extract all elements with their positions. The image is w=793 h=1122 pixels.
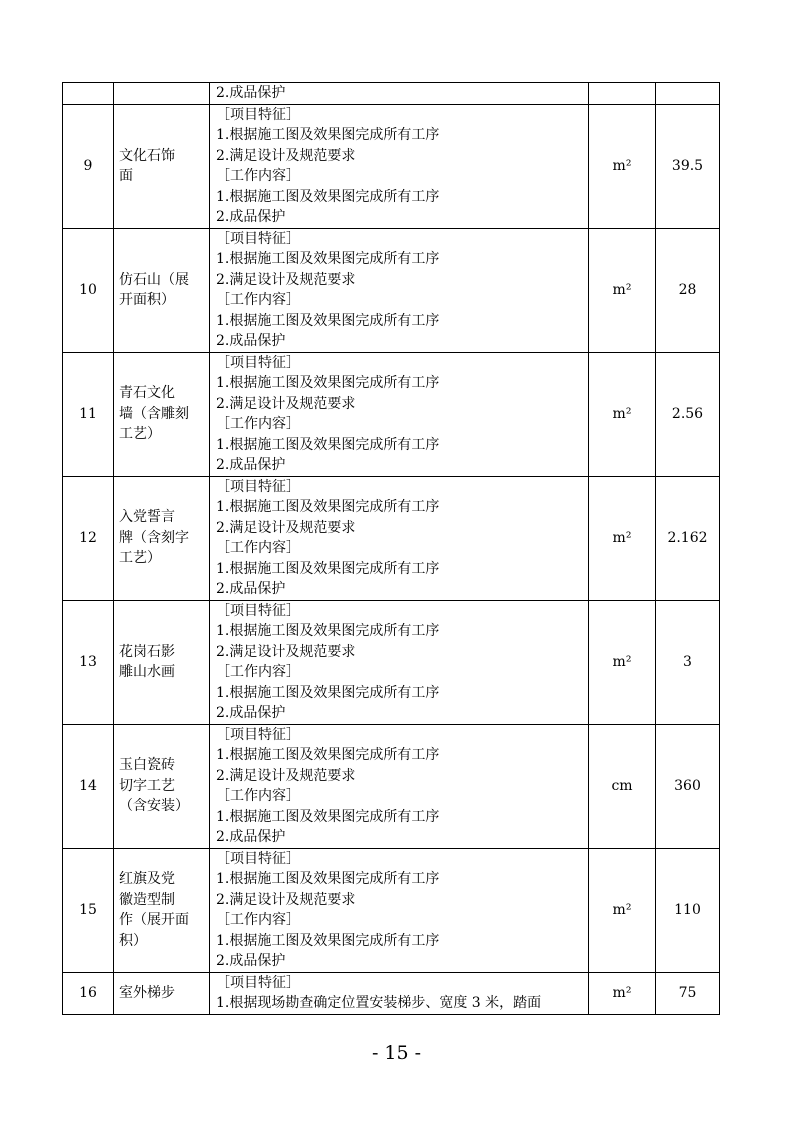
unit: m² bbox=[612, 281, 632, 298]
item-description-cell bbox=[210, 600, 589, 724]
item-description-cell bbox=[210, 972, 589, 1014]
item-name-cell bbox=[114, 600, 210, 724]
item-name-cell bbox=[114, 352, 210, 476]
unit-cell bbox=[589, 972, 656, 1014]
description-line: ［项目特征］ bbox=[216, 478, 300, 495]
quantity: 360 bbox=[674, 777, 701, 794]
unit: m² bbox=[612, 653, 632, 670]
description-line: 2.满足设计及规范要求 bbox=[216, 891, 356, 908]
unit-cell bbox=[589, 600, 656, 724]
description-line: ［项目特征］ bbox=[216, 354, 300, 371]
item-name-line: 室外梯步 bbox=[119, 984, 175, 1001]
quantity-cell bbox=[656, 600, 720, 724]
description-line: 1.根据施工图及效果图完成所有工序 bbox=[216, 251, 440, 267]
description-line: 1.根据施工图及效果图完成所有工序 bbox=[216, 375, 440, 391]
description-line: 2.成品保护 bbox=[216, 829, 286, 845]
table-row bbox=[63, 352, 720, 476]
description-line: ［工作内容］ bbox=[216, 540, 300, 556]
description-line: 2.成品保护 bbox=[216, 705, 286, 721]
item-description-cell bbox=[210, 476, 589, 600]
item-description-cell bbox=[210, 352, 589, 476]
item-number-cell bbox=[63, 476, 114, 600]
unit: cm bbox=[611, 777, 633, 794]
description-line: ［工作内容］ bbox=[216, 168, 300, 184]
description-line: 2.成品保护 bbox=[216, 209, 286, 225]
quantity-cell bbox=[656, 476, 720, 600]
item-number-cell bbox=[63, 972, 114, 1014]
item-number-cell bbox=[63, 83, 114, 105]
item-name-cell bbox=[114, 476, 210, 600]
description-line: 2.满足设计及规范要求 bbox=[216, 271, 356, 288]
item-number: 11 bbox=[79, 405, 97, 422]
description-line: 1.根据施工图及效果图完成所有工序 bbox=[216, 312, 440, 329]
quantity: 110 bbox=[674, 901, 701, 918]
item-number: 10 bbox=[79, 281, 97, 298]
item-name-line: 文化石饰 bbox=[119, 147, 175, 164]
item-description-cell bbox=[210, 848, 589, 972]
table-row bbox=[63, 724, 720, 848]
item-name-line: 积） bbox=[119, 932, 147, 949]
description-line: ［工作内容］ bbox=[216, 664, 300, 680]
unit: m² bbox=[612, 157, 632, 174]
item-number-cell bbox=[63, 600, 114, 724]
item-number: 14 bbox=[79, 777, 97, 794]
item-name-line: 徽造型制 bbox=[119, 891, 175, 908]
quantity: 3 bbox=[683, 653, 692, 670]
quantity-cell bbox=[656, 104, 720, 228]
item-name-line: 入党誓言 bbox=[119, 509, 175, 526]
table-row bbox=[63, 848, 720, 972]
item-name-line: 玉白瓷砖 bbox=[119, 757, 175, 774]
quantity: 2.56 bbox=[671, 405, 704, 422]
item-description-cell bbox=[210, 104, 589, 228]
table-row bbox=[63, 476, 720, 600]
unit: m² bbox=[612, 529, 632, 546]
item-name-line: 墙（含雕刻 bbox=[119, 405, 189, 422]
item-name-line: 工艺） bbox=[119, 550, 161, 567]
item-number: 15 bbox=[79, 901, 97, 918]
description-line: 2.成品保护 bbox=[216, 333, 286, 349]
quantity-cell bbox=[656, 352, 720, 476]
item-name-line: （含安装） bbox=[119, 798, 189, 815]
description-line: ［项目特征］ bbox=[216, 230, 300, 247]
unit-cell bbox=[589, 476, 656, 600]
item-name-line: 花岗石影 bbox=[119, 643, 175, 660]
description-line: ［项目特征］ bbox=[216, 974, 300, 991]
unit-cell bbox=[589, 83, 656, 105]
page-number: - 15 - bbox=[371, 1042, 422, 1064]
unit: m² bbox=[612, 405, 632, 422]
description-line: ［工作内容］ bbox=[216, 292, 300, 308]
item-name-line: 红旗及党 bbox=[119, 871, 175, 887]
description-line: ［项目特征］ bbox=[216, 726, 300, 743]
description-line: ［工作内容］ bbox=[216, 416, 300, 432]
item-name-line: 工艺） bbox=[119, 426, 161, 443]
description-line: ［工作内容］ bbox=[216, 912, 300, 928]
item-name-line: 作（展开面 bbox=[119, 912, 189, 928]
item-name-line: 切字工艺 bbox=[119, 777, 175, 794]
item-description-cell bbox=[210, 83, 589, 105]
item-number-cell bbox=[63, 848, 114, 972]
item-number: 12 bbox=[79, 529, 97, 546]
unit: m² bbox=[612, 901, 632, 918]
item-name-line: 雕山水画 bbox=[119, 664, 175, 680]
unit-cell bbox=[589, 228, 656, 352]
item-name-cell bbox=[114, 104, 210, 228]
unit: m² bbox=[612, 984, 632, 1001]
item-name-cell bbox=[114, 724, 210, 848]
table-row bbox=[63, 228, 720, 352]
quantity-cell bbox=[656, 848, 720, 972]
description-line: 2.满足设计及规范要求 bbox=[216, 395, 356, 412]
description-line: 1.根据施工图及效果图完成所有工序 bbox=[216, 684, 440, 701]
description-line: 1.根据现场勘查确定位置安装梯步、宽度 3 米，踏面 bbox=[216, 995, 542, 1011]
item-description-cell bbox=[210, 724, 589, 848]
item-name-cell bbox=[114, 83, 210, 105]
description-line: 2.成品保护 bbox=[216, 85, 286, 101]
description-line: 1.根据施工图及效果图完成所有工序 bbox=[216, 127, 440, 143]
item-number: 9 bbox=[83, 157, 93, 174]
description-line: 2.成品保护 bbox=[216, 581, 286, 597]
quantity: 28 bbox=[678, 281, 697, 298]
description-line: 1.根据施工图及效果图完成所有工序 bbox=[216, 747, 440, 763]
unit-cell bbox=[589, 848, 656, 972]
item-name-line: 青石文化 bbox=[119, 385, 175, 402]
bill-of-quantities-table bbox=[62, 82, 720, 1015]
item-name-line: 仿石山（展 bbox=[119, 271, 189, 288]
description-line: 2.满足设计及规范要求 bbox=[216, 767, 356, 784]
item-number-cell bbox=[63, 228, 114, 352]
quantity-cell bbox=[656, 972, 720, 1014]
item-name-cell bbox=[114, 972, 210, 1014]
description-line: 1.根据施工图及效果图完成所有工序 bbox=[216, 499, 440, 515]
description-line: ［项目特征］ bbox=[216, 850, 300, 867]
quantity: 39.5 bbox=[671, 157, 704, 174]
description-line: 2.成品保护 bbox=[216, 457, 286, 473]
item-name-line: 牌（含刻字 bbox=[119, 529, 189, 546]
description-line: 1.根据施工图及效果图完成所有工序 bbox=[216, 436, 440, 453]
description-line: 2.满足设计及规范要求 bbox=[216, 643, 356, 660]
quantity-cell bbox=[656, 83, 720, 105]
item-number-cell bbox=[63, 104, 114, 228]
table-row bbox=[63, 104, 720, 228]
quantity: 75 bbox=[678, 984, 697, 1001]
item-number-cell bbox=[63, 352, 114, 476]
item-number-cell bbox=[63, 724, 114, 848]
table-row bbox=[63, 83, 720, 105]
unit-cell bbox=[589, 724, 656, 848]
table-row bbox=[63, 972, 720, 1014]
quantity: 2.162 bbox=[667, 529, 708, 546]
description-line: ［项目特征］ bbox=[216, 602, 300, 619]
item-name-cell bbox=[114, 228, 210, 352]
item-number: 13 bbox=[79, 653, 97, 670]
quantity-cell bbox=[656, 724, 720, 848]
description-line: ［工作内容］ bbox=[216, 788, 300, 804]
description-line: 1.根据施工图及效果图完成所有工序 bbox=[216, 188, 440, 205]
item-name-line: 面 bbox=[119, 168, 133, 184]
item-name-cell bbox=[114, 848, 210, 972]
item-description-cell bbox=[210, 228, 589, 352]
description-line: 2.满足设计及规范要求 bbox=[216, 147, 356, 164]
description-line: 1.根据施工图及效果图完成所有工序 bbox=[216, 932, 440, 949]
item-number: 16 bbox=[79, 984, 97, 1001]
unit-cell bbox=[589, 352, 656, 476]
table-row bbox=[63, 600, 720, 724]
description-line: 1.根据施工图及效果图完成所有工序 bbox=[216, 808, 440, 825]
description-line: 2.成品保护 bbox=[216, 953, 286, 969]
item-name-line: 开面积） bbox=[119, 292, 175, 308]
description-line: ［项目特征］ bbox=[216, 106, 300, 123]
unit-cell bbox=[589, 104, 656, 228]
description-line: 1.根据施工图及效果图完成所有工序 bbox=[216, 871, 440, 887]
description-line: 1.根据施工图及效果图完成所有工序 bbox=[216, 560, 440, 577]
description-line: 2.满足设计及规范要求 bbox=[216, 519, 356, 536]
quantity-cell bbox=[656, 228, 720, 352]
description-line: 1.根据施工图及效果图完成所有工序 bbox=[216, 623, 440, 639]
